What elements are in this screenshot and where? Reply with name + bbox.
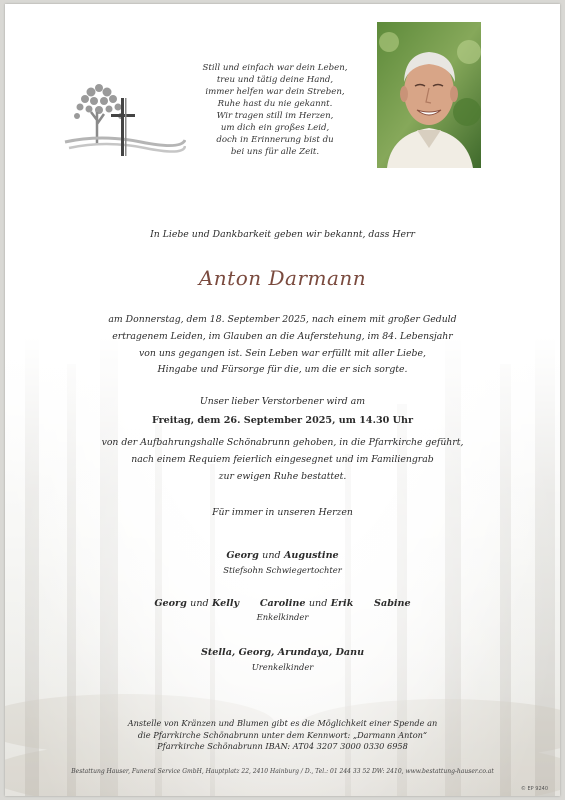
funeral-details xyxy=(45,435,520,485)
obituary-page xyxy=(5,4,560,796)
family-row-grandchildren xyxy=(45,598,520,609)
text-line: die Pfarrkirche Schönabrunn unter dem Kennwort: „Darmann Anton“ xyxy=(137,729,428,740)
family-name: Caroline xyxy=(259,598,306,609)
poem-line: Still und einfach war dein Leben, xyxy=(202,63,348,73)
text-line: Pfarrkirche Schönabrunn IBAN: AT04 3207 3000 0330 6958 xyxy=(157,741,408,751)
portrait-photo xyxy=(377,22,481,168)
text-line: Anstelle von Kränzen und Blumen gibt es die Möglichkeit einer Spende an xyxy=(127,718,438,728)
family-name: Augustine xyxy=(283,550,339,561)
family-name: Sabine xyxy=(374,598,411,609)
copyright-mark: © EP 9240 xyxy=(520,786,548,792)
family-relations xyxy=(45,565,520,575)
family-name: Erik xyxy=(330,598,354,609)
conjunction: und xyxy=(190,598,209,609)
family-name: Georg xyxy=(154,598,187,609)
text-line: von uns gegangen ist. Sein Leben war erfüllt mit aller Liebe, xyxy=(139,347,426,359)
text-line: von der Aufbahrungshalle Schönabrunn gehoben, in die Pfarrkirche geführt, xyxy=(101,437,464,448)
text-line: nach einem Requiem feierlich eingesegnet und im Familiengrab xyxy=(131,453,434,465)
poem-line: Ruhe hast du nie gekannt. xyxy=(217,99,333,109)
text-line: Hingabe und Fürsorge für die, um die er sich sorgte. xyxy=(157,364,408,376)
intro-text: In Liebe und Dankbarkeit geben wir bekannt, dass Herr xyxy=(150,229,415,240)
donation-notice xyxy=(45,718,520,753)
family-name: Georg xyxy=(226,550,259,561)
deceased-name: Anton Darmann xyxy=(198,266,367,290)
text-line: am Donnerstag, dem 18. September 2025, nach einem mit großer Geduld xyxy=(108,314,457,325)
tree-cross-logo-icon xyxy=(61,74,186,169)
relation-label: Urenkelkinder xyxy=(251,662,314,672)
relation-label: Stiefsohn xyxy=(223,565,264,575)
text-line: zur ewigen Ruhe bestattet. xyxy=(218,470,347,482)
relation-label: Schwiegertochter xyxy=(265,565,342,575)
poem-line: Wir tragen still im Herzen, xyxy=(216,111,334,121)
family-row-great-grandchildren: Stella, Georg, Arundaya, Danu xyxy=(200,647,365,658)
poem-line: bei uns für alle Zeit. xyxy=(230,147,320,157)
poem-line: immer helfen war dein Streben, xyxy=(205,87,345,97)
death-announcement xyxy=(45,312,520,379)
relation-label: Enkelkinder xyxy=(256,612,309,622)
funeral-service-footer: Bestattung Hauser, Funeral Service GmbH, Hauptplatz 22, 2410 Hainburg / D., Tel.: 01 244 33 52 DW: 2410, www.bestattung-hauser.co.at xyxy=(71,768,494,775)
funeral-intro: Unser lieber Verstorbener wird am xyxy=(199,396,366,407)
funeral-date: Freitag, dem 26. September 2025, um 14.30 Uhr xyxy=(151,415,414,426)
poem-line: treu und tätig deine Hand, xyxy=(216,75,334,85)
poem-line: um dich ein großes Leid, xyxy=(220,123,330,133)
memorial-line: Für immer in unseren Herzen xyxy=(212,507,353,518)
family-name: Kelly xyxy=(212,598,240,609)
text-line: ertragenem Leiden, im Glauben an die Auferstehung, im 84. Lebensjahr xyxy=(112,330,453,342)
poem xyxy=(180,62,370,158)
family-row-stepson xyxy=(45,550,520,561)
conjunction: und xyxy=(262,550,281,561)
poem-line: doch in Erinnerung bist du xyxy=(216,135,334,145)
conjunction: und xyxy=(308,598,328,609)
